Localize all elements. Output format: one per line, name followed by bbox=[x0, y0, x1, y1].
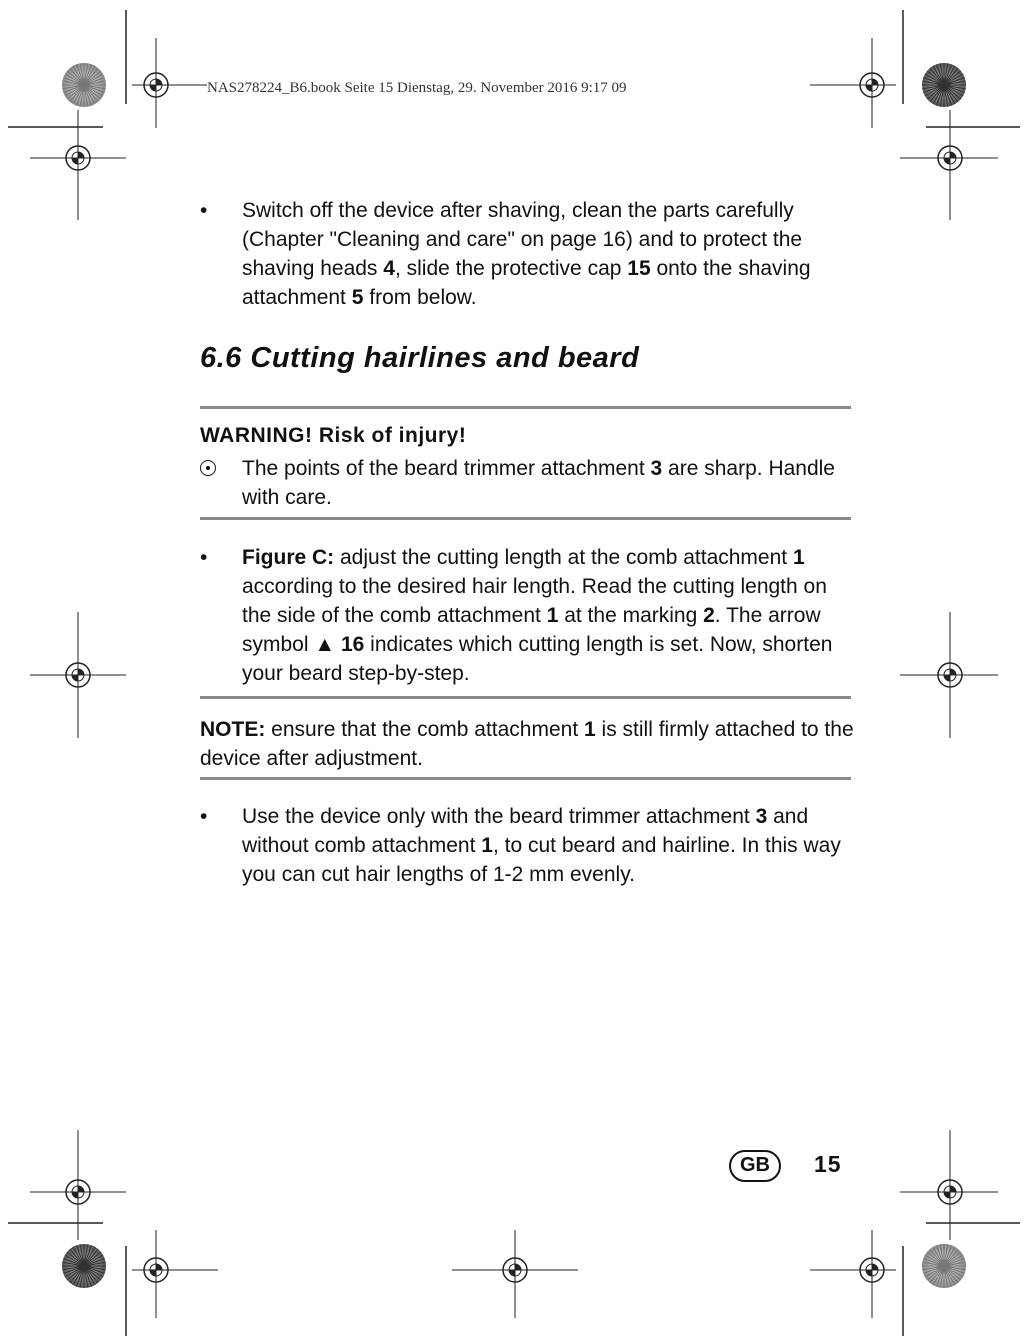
part-ref: 3 bbox=[755, 805, 768, 828]
note-box: NOTE: ensure that the comb attachment 1 is still firmly attached to the device after adjustment. bbox=[200, 718, 854, 770]
intro-list bbox=[200, 196, 850, 312]
part-ref: 5 bbox=[351, 286, 364, 309]
figure-label: Figure C: bbox=[242, 546, 335, 569]
warning-item: The points of the beard trimmer attachment 3 are sharp. Handle with care. bbox=[200, 454, 850, 512]
list-item: • Figure C: adjust the cutting length at the comb attachment 1 according to the desired hair length. Read the cutting length on the side of the comb attachment 1 at the marking 2. The arrow symbol ▲ 16 indicates which cutting length is set. Now, shorten your beard step-by-step. bbox=[200, 543, 850, 688]
country-badge: GB bbox=[729, 1150, 781, 1182]
bullet: • bbox=[200, 805, 208, 828]
section-heading: 6.6 Cutting hairlines and beard bbox=[200, 342, 640, 374]
list-item: • Use the device only with the beard trimmer attachment 3 and without comb attachment 1, to cut beard and hairline. In this way you can cut hair lengths of 1-2 mm evenly. bbox=[200, 802, 850, 889]
warning-title: WARNING! Risk of injury! bbox=[200, 424, 467, 447]
print-header: NAS278224_B6.book Seite 15 Dienstag, 29. November 2016 9:17 09 bbox=[207, 80, 627, 96]
part-ref: 3 bbox=[650, 457, 663, 480]
warning-box bbox=[200, 454, 850, 512]
divider bbox=[200, 777, 851, 780]
bullet: • bbox=[200, 199, 208, 222]
color-starburst bbox=[62, 1244, 106, 1288]
divider bbox=[200, 696, 851, 699]
part-ref: 1 bbox=[546, 604, 559, 627]
part-ref: 4 bbox=[383, 257, 395, 280]
bullet: • bbox=[200, 546, 208, 569]
color-starburst bbox=[922, 1244, 966, 1288]
divider bbox=[200, 517, 851, 520]
list-item: • Switch off the device after shaving, clean the parts carefully (Chapter "Cleaning and care" on page 16) and to protect the shaving heads 4, slide the protective cap 15 onto the shaving attachment 5 from below. bbox=[200, 196, 850, 312]
part-ref: 15 bbox=[627, 257, 651, 280]
divider bbox=[200, 406, 851, 409]
part-ref: 1 bbox=[792, 546, 805, 569]
figure-list bbox=[200, 543, 850, 688]
final-list bbox=[200, 802, 850, 889]
part-ref: 2 bbox=[703, 604, 715, 627]
note-label: NOTE: bbox=[200, 718, 266, 741]
part-ref: 1 bbox=[481, 834, 493, 857]
arrow-symbol-ref: ▲ 16 bbox=[314, 633, 365, 656]
warning-circle-icon bbox=[200, 460, 216, 476]
page-number: 15 bbox=[814, 1151, 842, 1177]
color-starburst bbox=[922, 63, 966, 107]
color-starburst bbox=[62, 63, 106, 107]
part-ref: 1 bbox=[584, 718, 596, 741]
